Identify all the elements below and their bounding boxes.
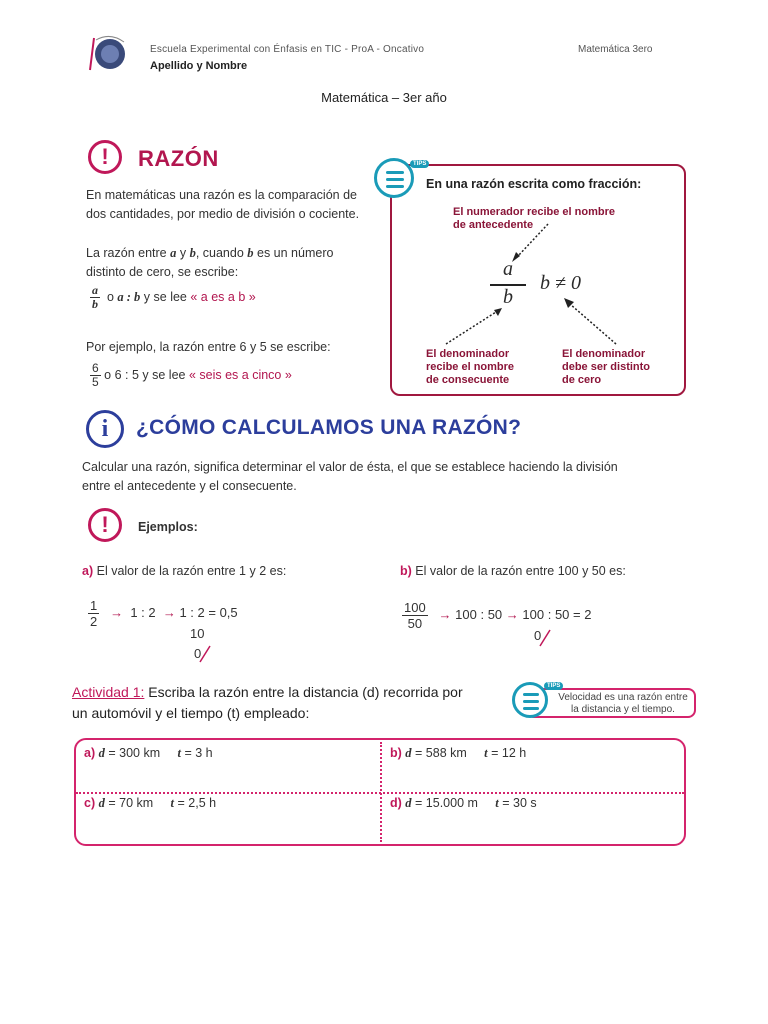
example-b-work: $\frac{100}{50}$ → 100 : 50 → 100 : 50 = 2 [404,600,592,631]
arrow-icon: → [110,604,124,620]
razon-fraction-notation: $\frac{a}{b}$ o a : b y se lee « a es a b » [92,283,256,311]
actividad-cell-d: d) d = 15.000 m t = 30 s [390,796,537,810]
divider-horizontal [76,792,684,794]
info-icon: i [86,410,124,448]
school-logo [82,32,130,74]
actividad-prompt: Actividad 1: Escriba la razón entre la distancia (d) recorrida por un automóvil y el tiempo (t) empleado: [72,684,463,721]
velocity-tip-text: Velocidad es una razón entre la distancia y el tiempo. [558,692,688,715]
example-b-remainder: 0 [534,628,542,643]
strike-mark [538,628,552,648]
exclamation-icon: ! [88,140,122,174]
actividad-cell-c: c) d = 70 km t = 2,5 h [84,796,217,810]
numerator-note: El numerador recibe el nombre de antecedente [453,206,615,231]
subject-label: Matemática 3ero [578,44,653,55]
fraction-6-over-5: $\frac{6}{5}$ [92,361,99,389]
strike-mark [198,644,212,664]
razon-notation-text: La razón entre a y b, cuando b es un número distinto de cero, se escribe: [86,246,334,279]
arrow-icon: → [438,606,452,622]
tips-list-icon [512,682,548,718]
actividad-cell-a: a) d = 300 km t = 3 h [84,746,213,760]
school-name: Escuela Experimental con Énfasis en TIC - ProA - Oncativo [150,44,425,55]
tips-tag: TIPS [544,682,563,690]
examples-label: Ejemplos: [138,520,198,534]
example-a-text: a) El valor de la razón entre 1 y 2 es: [82,564,287,578]
example-a-remainder-2: 0 [194,646,202,661]
document-title: Matemática – 3er año [321,90,447,105]
student-name-label: Apellido y Nombre [150,60,248,72]
nonzero-note: El denominador debe ser distinto de cero [562,348,651,386]
arrow-icon: → [505,606,519,622]
actividad-cell-b: b) d = 588 km t = 12 h [390,746,527,760]
razon-example-intro: Por ejemplo, la razón entre 6 y 5 se escribe: [86,340,331,354]
tips-denominator: b [503,286,513,308]
arrow-icon: → [162,604,176,620]
tips-tag: TIPS [410,160,429,168]
como-text: Calcular una razón, significa determinar el valor de ésta, el que se establece haciendo la división entre el antecedente y el consecuente. [82,460,618,493]
tips-numerator: a [503,258,513,280]
tips-heading: En una razón escrita como fracción: [426,177,642,191]
razon-definition: En matemáticas una razón es la comparación de dos cantidades, por medio de división o cociente. [86,188,360,221]
example-a-remainder-1: 10 [190,626,205,641]
denominator-note: El denominador recibe el nombre de consecuente [426,348,515,386]
razon-example: $\frac{6}{5}$ o 6 : 5 y se lee « seis es a cinco » [92,361,292,389]
exclamation-icon: ! [88,508,122,542]
como-heading: ¿CÓMO CALCULAMOS UNA RAZÓN? [136,416,522,439]
example-a-work: $\frac{1}{2}$ → 1 : 2 → 1 : 2 = 0,5 [90,598,238,629]
razon-heading: RAZÓN [138,146,219,171]
fraction-a-over-b: $\frac{a}{b}$ [92,283,98,311]
example-b-text: b) El valor de la razón entre 100 y 50 es: [400,564,626,578]
tips-condition: b ≠ 0 [540,272,581,294]
